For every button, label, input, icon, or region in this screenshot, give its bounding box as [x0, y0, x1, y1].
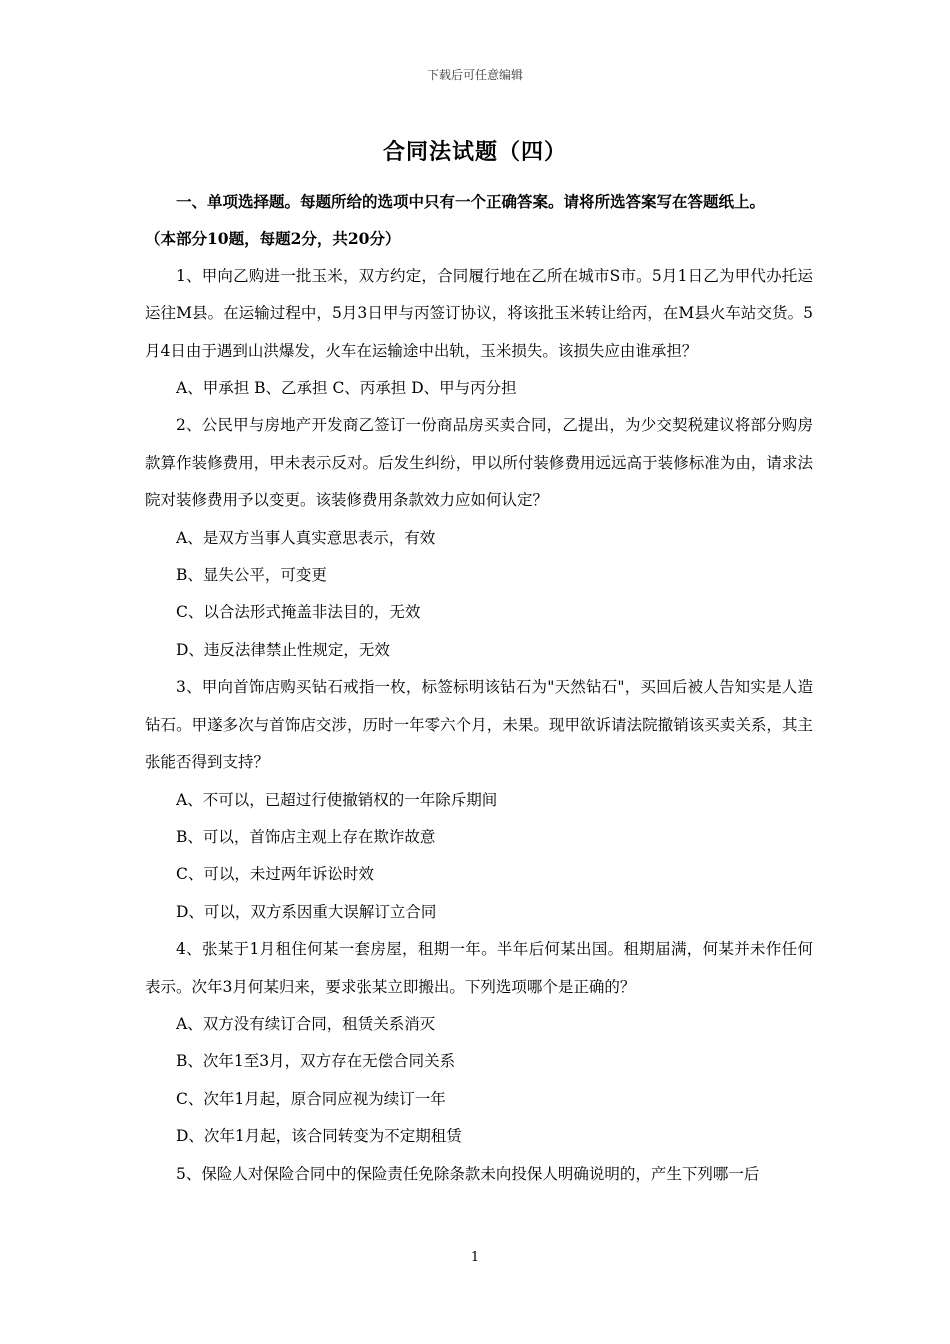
question-2-option-d: D、违反法律禁止性规定，无效: [176, 640, 390, 659]
question-4-option-c: C、次年1月起，原合同应视为续订一年: [176, 1089, 446, 1108]
question-5-stem: 5、保险人对保险合同中的保险责任免除条款未向投保人明确说明的，产生下列哪一后: [176, 1164, 760, 1183]
question-4-option-b: B、次年1至3月，双方存在无偿合同关系: [176, 1052, 456, 1071]
question-1-stem: 1、甲向乙购进一批玉米，双方约定，合同履行地在乙所在城市S市。5月1日乙为甲代办托运运往M县。在运输过程中，5月3日甲与丙签订协议，将该批玉米转让给丙，在M县火车站交货。5月4日由于遇到山洪爆发，火车在运输途中出轨，玉米损失。该损失应由谁承担？: [145, 266, 813, 360]
question-3-option-b: B、可以，首饰店主观上存在欺诈故意: [176, 827, 436, 846]
page-number: 1: [470, 1250, 480, 1265]
question-3-option-d: D、可以，双方系因重大误解订立合同: [176, 902, 437, 921]
question-2-stem: 2、公民甲与房地产开发商乙签订一份商品房买卖合同，乙提出，为少交契税建议将部分购房款算作装修费用，甲未表示反对。后发生纠纷，甲以所付装修费用远远高于装修标准为由，请求法院对装修费用予以变更。该装修费用条款效力应如何认定？: [145, 416, 813, 510]
question-3-option-c: C、可以，未过两年诉讼时效: [176, 865, 374, 884]
question-2-option-a: A、是双方当事人真实意思表示，有效: [176, 528, 436, 547]
section-heading: 一、单项选择题。每题所给的选项中只有一个正确答案。请将所选答案写在答题纸上。: [176, 192, 766, 211]
question-1-options: A、甲承担 B、乙承担 C、丙承担 D、甲与丙分担: [176, 379, 517, 398]
section-note: （本部分10题，每题2分，共20分）: [145, 229, 401, 249]
question-2-option-b: B、显失公平，可变更: [176, 566, 327, 585]
document-body: [145, 183, 813, 1193]
question-4-option-a: A、双方没有续订合同，租赁关系消灭: [176, 1014, 436, 1033]
question-3-stem: 3、甲向首饰店购买钻石戒指一枚，标签标明该钻石为"天然钻石"，买回后被人告知实是人造钻石。甲遂多次与首饰店交涉，历时一年零六个月，未果。现甲欲诉请法院撤销该买卖关系，其主张能否得到支持？: [145, 678, 813, 772]
page-title: 合同法试题（四）: [382, 139, 567, 165]
question-2-option-c: C、以合法形式掩盖非法目的，无效: [176, 603, 421, 622]
question-4-stem: 4、张某于1月租住何某一套房屋，租期一年。半年后何某出国。租期届满，何某并未作任何表示。次年3月何某归来，要求张某立即搬出。下列选项哪个是正确的？: [145, 940, 813, 996]
question-4-option-d: D、次年1月起，该合同转变为不定期租赁: [176, 1127, 462, 1146]
header-note: 下载后可任意编辑: [426, 68, 523, 82]
question-3-option-a: A、不可以，已超过行使撤销权的一年除斥期间: [176, 790, 498, 809]
